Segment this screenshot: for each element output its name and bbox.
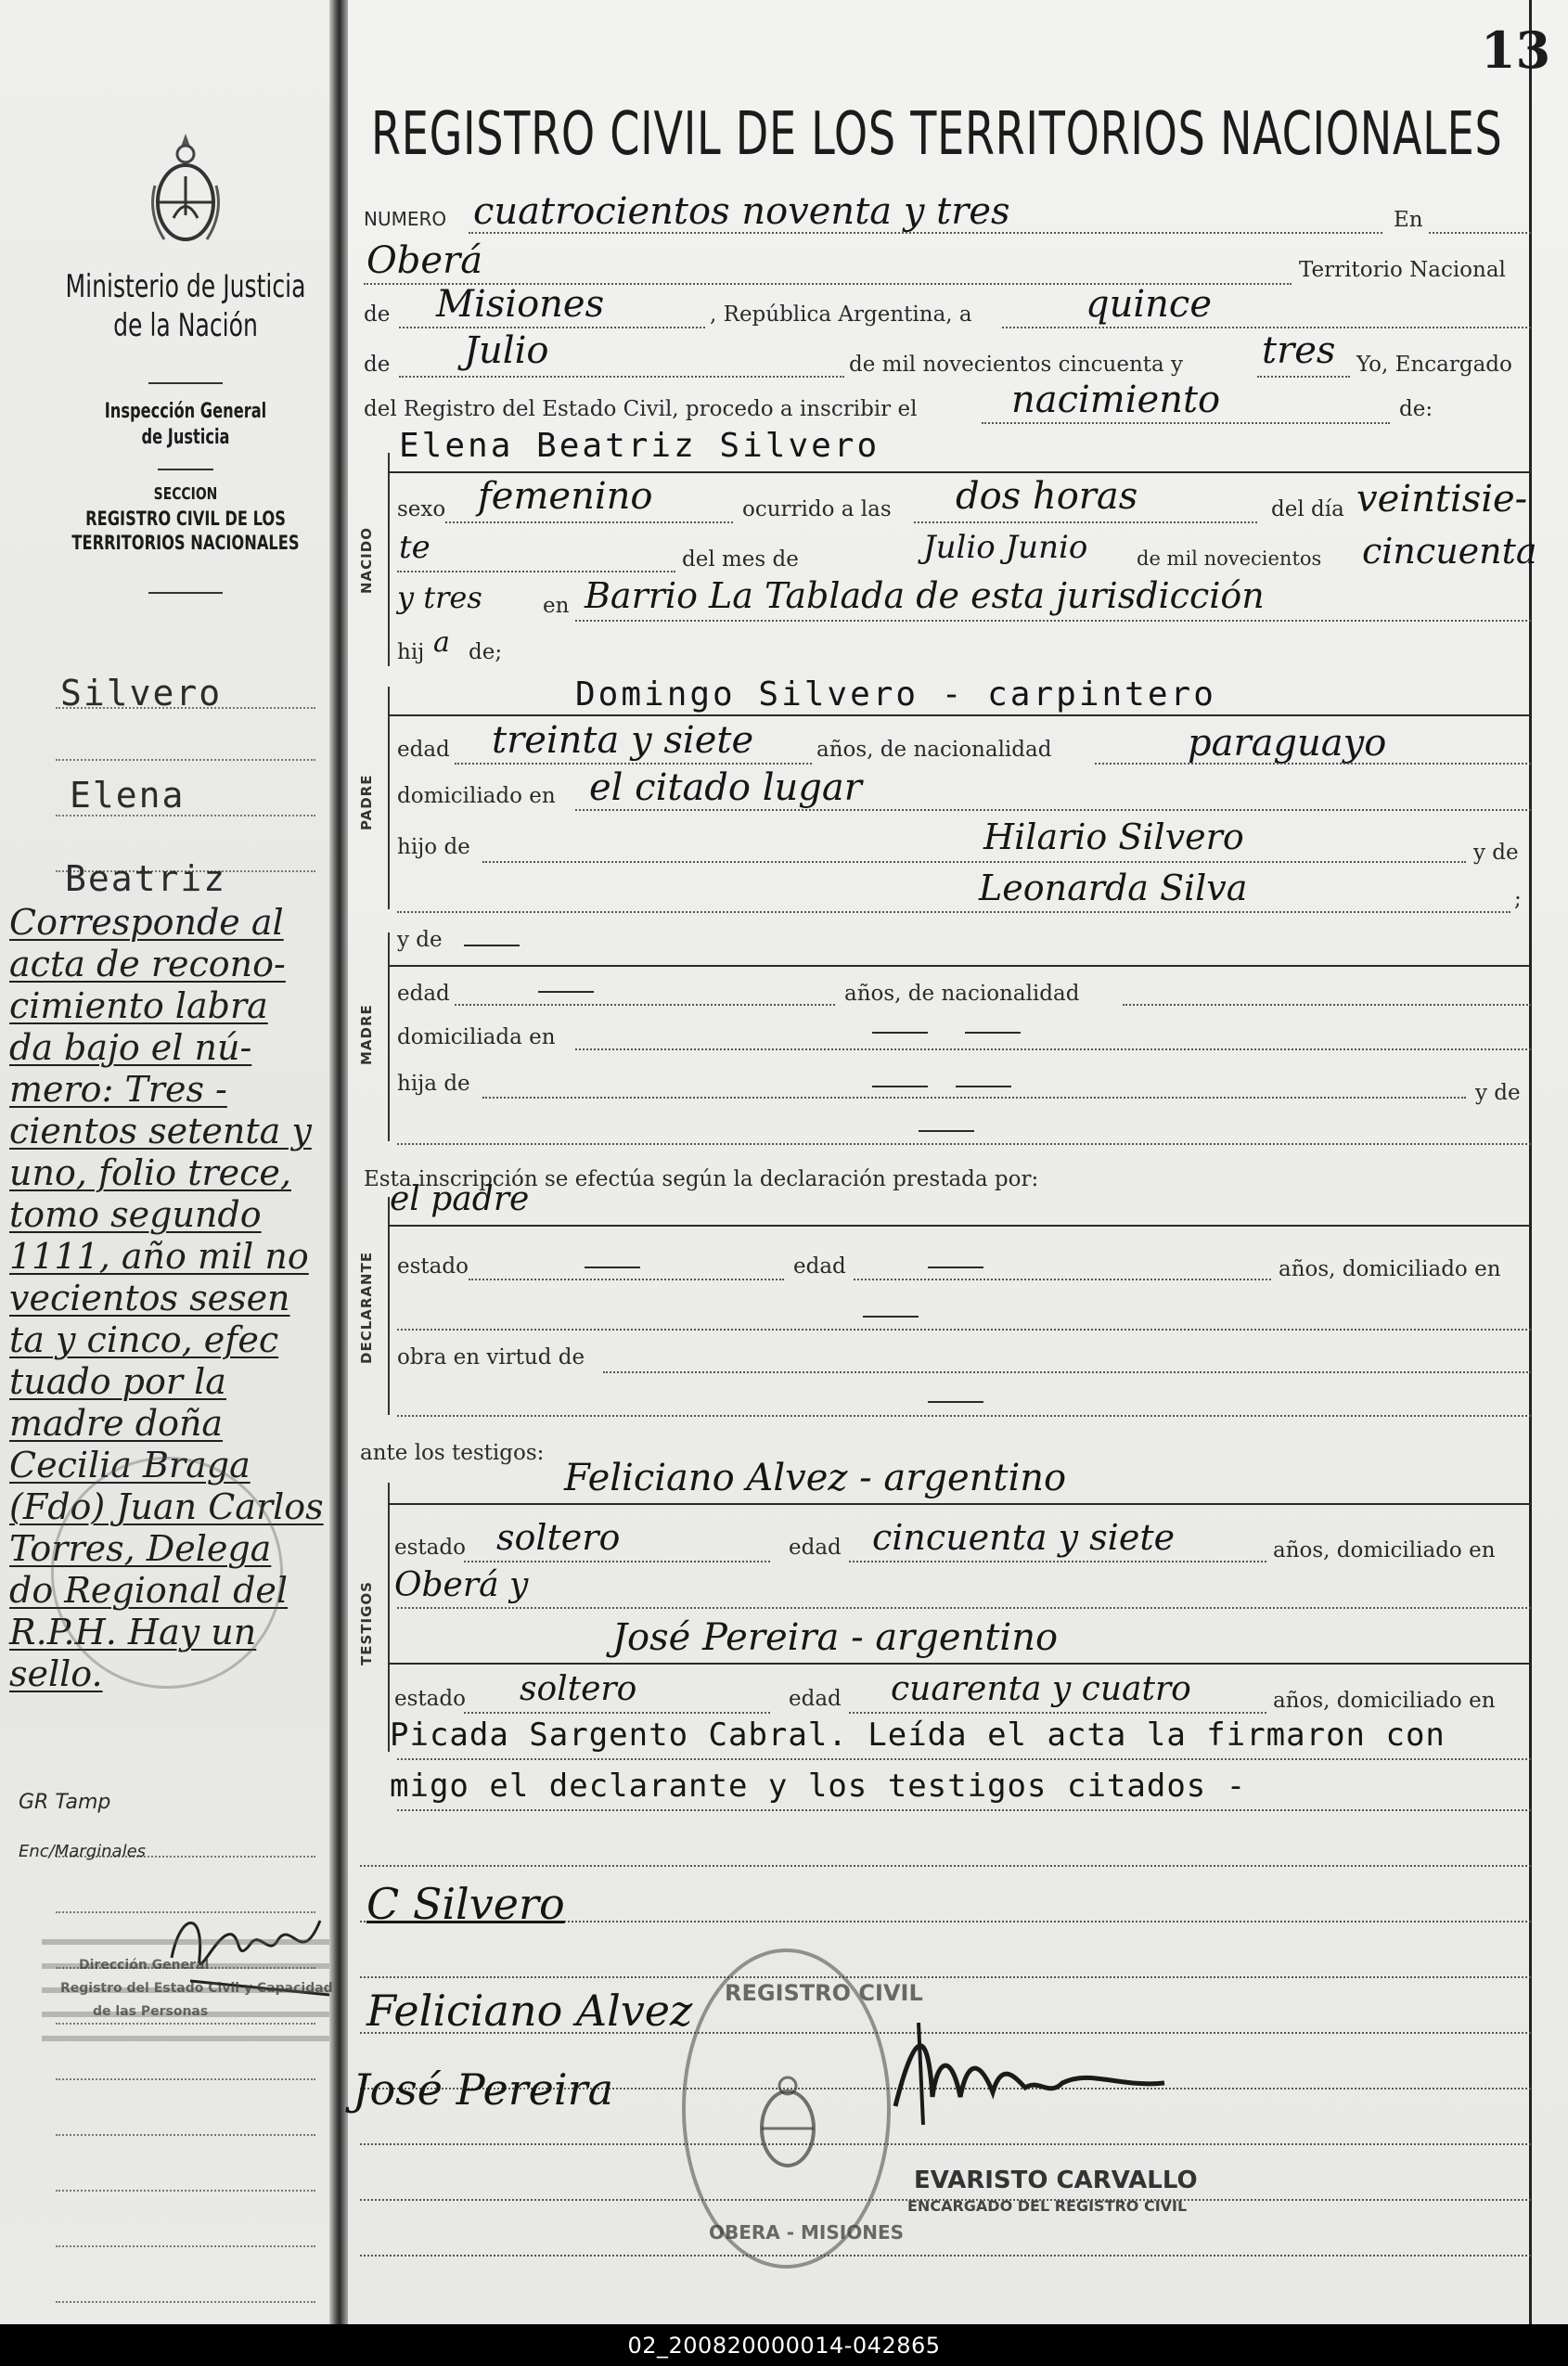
en-label: En [1394, 208, 1423, 232]
blank-dash [863, 1316, 919, 1318]
ministry-name [64, 267, 307, 345]
mil-novecientos-label: de mil novecientos [1137, 547, 1322, 570]
anio-value-cont: y tres [397, 580, 482, 615]
footer-bar [0, 2324, 1568, 2366]
blank-dash [928, 1267, 983, 1268]
padre-section-label: PADRE [358, 774, 375, 830]
section-line: REGISTRO CIVIL DE LOS [85, 508, 286, 530]
left-line [56, 2190, 315, 2192]
note-line: R.P.H. Hay un [9, 1612, 257, 1652]
father-nationality-line [1095, 763, 1531, 765]
madre-y-de-label: y de [397, 928, 443, 952]
act-type-line [982, 422, 1390, 424]
divider [158, 469, 213, 470]
witness1-signature: Feliciano Alvez [366, 1986, 693, 2036]
del-dia-label: del día [1271, 497, 1344, 521]
inspection-line: Inspección General [104, 400, 267, 423]
blank-dash [965, 1032, 1021, 1034]
note-line: madre doña [9, 1403, 224, 1444]
index-surname: Silvero [60, 673, 223, 714]
witness1-domicilio-line [397, 1607, 1531, 1609]
madre-edad-line [455, 1004, 835, 1006]
officer-name: EVARISTO CARVALLO [914, 2167, 1198, 2194]
blank-dash [919, 1130, 974, 1132]
seal-top-text: REGISTRO CIVIL [725, 1980, 923, 2006]
closing-line-2: migo el declarante y los testigos citados - [390, 1768, 1247, 1805]
father-domicile-line [575, 809, 1531, 811]
delegation-stamp [51, 1457, 283, 1689]
paternal-mother: Leonarda Silva [979, 868, 1248, 908]
padre-bracket [388, 687, 390, 909]
father-name: Domingo Silvero - carpintero [575, 675, 1216, 714]
obra-line-2 [397, 1415, 1531, 1417]
year-value: tres [1262, 329, 1336, 372]
witness1-name: Feliciano Alvez - argentino [564, 1457, 1067, 1499]
month-line [399, 376, 844, 378]
form-title: REGISTRO CIVIL DE LOS TERRITORIOS NACIONALES [371, 100, 1503, 169]
declarante-section-label: DECLARANTE [358, 1251, 375, 1364]
divider [148, 592, 223, 594]
sexo-label: sexo [397, 497, 446, 521]
paternal-father: Hilario Silvero [983, 817, 1244, 857]
index-given-name-1: Elena [70, 775, 186, 816]
numero-label: NUMERO [364, 208, 447, 230]
witness1-domicilio: Oberá y [394, 1566, 529, 1604]
testigos-bracket [388, 1483, 390, 1752]
rule [388, 471, 1531, 473]
blank-dash [872, 1086, 928, 1087]
en-line [1429, 232, 1531, 234]
declarante-anios-label: años, domiciliado en [1279, 1257, 1501, 1281]
anio-value: cincuenta [1362, 531, 1537, 572]
dia-line [397, 571, 675, 572]
declarante-edad-line [854, 1279, 1271, 1280]
section-line: SECCION [153, 484, 218, 504]
declarante-estado-label: estado [397, 1254, 469, 1279]
witness2-name: José Pereira - argentino [612, 1616, 1059, 1659]
note-line: acta de recono- [9, 944, 286, 984]
witness2-edad-line [849, 1712, 1266, 1714]
dia-value: veintisie- [1356, 478, 1528, 521]
madre-edad-label: edad [397, 982, 450, 1006]
note-line: Cecilia Braga [9, 1445, 251, 1485]
note-line: tomo segundo [9, 1194, 262, 1235]
witness2-estado: soltero [520, 1670, 637, 1708]
witness1-estado: soltero [496, 1517, 621, 1558]
inspection-name [64, 399, 307, 451]
declarant-signature: C Silvero [366, 1879, 565, 1929]
index-given-name-2: Beatriz [65, 858, 227, 899]
lugar-value: Barrio La Tablada de esta jurisdicción [585, 575, 1265, 616]
sexo-value: femenino [478, 475, 653, 518]
blank-dash [464, 945, 520, 946]
en-lugar-label: en [543, 594, 570, 618]
edad-label: edad [397, 738, 450, 762]
madre-bracket [388, 932, 390, 1141]
signature-line [360, 1865, 1531, 1867]
witness1-estado-line [464, 1561, 770, 1562]
witness1-anios-label: años, domiciliado en [1273, 1538, 1496, 1562]
left-line [56, 2301, 315, 2303]
section-line: TERRITORIOS NACIONALES [71, 532, 300, 554]
day-line [1002, 327, 1531, 328]
ocurrido-label: ocurrido a las [742, 497, 892, 521]
semicolon: ; [1514, 887, 1522, 911]
witness2-edad: cuarenta y cuatro [891, 1670, 1191, 1708]
blank-dash [928, 1401, 983, 1403]
y-de-label: y de [1473, 841, 1519, 865]
madre-domicilio-label: domiciliada en [397, 1025, 556, 1049]
officer-title: ENCARGADO DEL REGISTRO CIVIL [907, 2197, 1188, 2215]
act-type-value: nacimiento [1011, 379, 1221, 421]
note-line: da bajo el nú- [9, 1027, 252, 1068]
rule [388, 714, 1531, 716]
lugar-line [575, 620, 1531, 622]
note-line: (Fdo) Juan Carlos [9, 1486, 324, 1527]
office-stamp [42, 1939, 333, 2041]
year-line [1257, 376, 1350, 378]
obra-line [603, 1371, 1531, 1373]
hijo-de-label-father: hijo de [397, 835, 470, 859]
rule [388, 1225, 1531, 1227]
sexo-line [445, 521, 733, 523]
witness2-estado-line [464, 1712, 770, 1714]
paternal-mother-line [397, 911, 1510, 913]
officer-signature-icon [877, 1995, 1183, 2143]
republica-label: , República Argentina, a [710, 302, 972, 327]
declarante-who: el padre [390, 1180, 530, 1218]
left-line [56, 2134, 315, 2136]
note-line: do Regional del [9, 1570, 289, 1611]
mes-value: Julio Junio [923, 529, 1088, 566]
signature-line [360, 2255, 1531, 2257]
de-label: de [364, 302, 391, 327]
testigos-section-label: TESTIGOS [358, 1581, 375, 1665]
divider [148, 382, 223, 384]
note-line: mero: Tres - [9, 1069, 227, 1110]
paternal-father-line [482, 861, 1466, 863]
madre-hija-de-line [482, 1097, 1466, 1099]
father-nationality: paraguayo [1188, 722, 1387, 765]
nacionalidad-label: años, de nacionalidad [816, 738, 1052, 762]
madre-y-de2-label: y de [1475, 1081, 1521, 1105]
note-line: vecientos sesen [9, 1278, 290, 1318]
witness1-edad-label: edad [789, 1536, 842, 1560]
hora-value: dos horas [956, 475, 1138, 518]
declarante-intro: Esta inscripción se efectúa según la declaración prestada por: [364, 1167, 1039, 1191]
note-line: Torres, Delega [9, 1528, 272, 1569]
left-line [56, 2078, 315, 2080]
de-label-2: de [364, 353, 391, 377]
numero-value: cuatrocientos noventa y tres [473, 190, 1010, 233]
mil-label: de mil novecientos cincuenta y [849, 353, 1184, 377]
stamp-line: Registro del Estado Civil y Capacidad [60, 1981, 333, 1996]
registro-label: del Registro del Estado Civil, procedo a inscribir el [364, 397, 918, 421]
declarante-domicilio-line [397, 1329, 1531, 1331]
dia-value-cont: te [399, 529, 431, 566]
left-line [56, 2245, 315, 2247]
declarante-edad-label: edad [793, 1254, 846, 1279]
obra-label: obra en virtud de [397, 1345, 585, 1369]
place-value: Oberá [366, 239, 483, 282]
witness1-estado-label: estado [394, 1536, 466, 1560]
blank-dash [872, 1032, 928, 1034]
territory-line [399, 327, 705, 328]
hijo-label: hij [397, 640, 425, 664]
registry-seal [682, 1948, 923, 2269]
ministry-line: Ministerio de Justicia [65, 268, 306, 305]
note-line: sello. [9, 1653, 103, 1694]
ministry-line: de la Nación [113, 307, 258, 344]
rule [388, 965, 1531, 967]
witness2-edad-label: edad [789, 1687, 842, 1711]
nacido-bracket [388, 453, 390, 666]
note-line: Corresponde al [9, 902, 284, 943]
seal-bottom-text: OBERA - MISIONES [709, 2221, 905, 2244]
section-name [58, 482, 313, 555]
note-line: uno, folio trece, [9, 1152, 291, 1193]
declarante-estado-line [469, 1279, 784, 1280]
madre-section-label: MADRE [358, 1004, 375, 1065]
madre-nacionalidad-label: años, de nacionalidad [844, 982, 1080, 1006]
de2-label: de: [1399, 397, 1433, 421]
month-value: Julio [464, 329, 549, 372]
blank-dash [585, 1267, 640, 1268]
blank-dash [538, 991, 594, 993]
witness2-estado-label: estado [394, 1687, 466, 1711]
blank-dash [956, 1086, 1011, 1087]
mes-label: del mes de [682, 547, 799, 572]
child-name: Elena Beatriz Silvero [399, 427, 880, 465]
note-line: cimiento labra [9, 985, 268, 1026]
territorio-label: Territorio Nacional [1299, 258, 1506, 282]
father-age: treinta y siete [492, 719, 754, 762]
hijo-de-label: de; [469, 640, 503, 664]
seal-coat-of-arms-icon [751, 2073, 825, 2175]
stamp-line: de las Personas [93, 2004, 209, 2019]
father-age-line [455, 763, 812, 765]
hora-line [914, 521, 1257, 523]
coat-of-arms-icon [144, 130, 227, 251]
left-line [56, 759, 315, 761]
note-line: tuado por la [9, 1361, 226, 1402]
madre-extra-line [397, 1143, 1531, 1145]
witness1-edad-line [849, 1561, 1266, 1562]
closing-line-1: Picada Sargento Cabral. Leída el acta la firmaron con [390, 1717, 1446, 1754]
signature-line [360, 1976, 1531, 1978]
witness2-anios-label: años, domiciliado en [1273, 1689, 1496, 1713]
nacido-section-label: NACIDO [358, 527, 375, 594]
inspection-line: de Justicia [141, 426, 230, 449]
stamp-line: Dirección General [79, 1958, 210, 1973]
closing-line-1-rule [397, 1758, 1531, 1760]
note-line: 1111, año mil no [9, 1236, 309, 1277]
madre-hija-de-label: hija de [397, 1072, 470, 1096]
witness2-signature: José Pereira [353, 2064, 614, 2115]
territory-value: Misiones [436, 283, 605, 326]
father-domicile: el citado lugar [589, 766, 862, 809]
yo-label: Yo, Encargado [1356, 353, 1512, 377]
page-number: 13 [1481, 20, 1551, 80]
declarante-bracket [388, 1197, 390, 1415]
initials-note: GR Tamp [19, 1791, 111, 1814]
note-line: cientos setenta y [9, 1111, 312, 1151]
note-line: ta y cinco, efec [9, 1319, 279, 1360]
hijo-suffix: a [433, 626, 450, 659]
rule [388, 1503, 1531, 1505]
rule [388, 1663, 1531, 1665]
document-id: 02_200820000014-042865 [627, 2332, 941, 2359]
enc-marginales-note: Enc/Marginales [19, 1842, 147, 1861]
closing-line-2-rule [397, 1809, 1531, 1811]
domicilio-label: domiciliado en [397, 784, 556, 808]
madre-nacionalidad-line [1123, 1004, 1531, 1006]
signature-line [360, 2143, 1531, 2145]
testigos-intro: ante los testigos: [360, 1441, 545, 1465]
day-value: quince [1086, 283, 1212, 326]
madre-domicilio-line [575, 1048, 1531, 1050]
witness1-edad: cincuenta y siete [872, 1517, 1176, 1558]
